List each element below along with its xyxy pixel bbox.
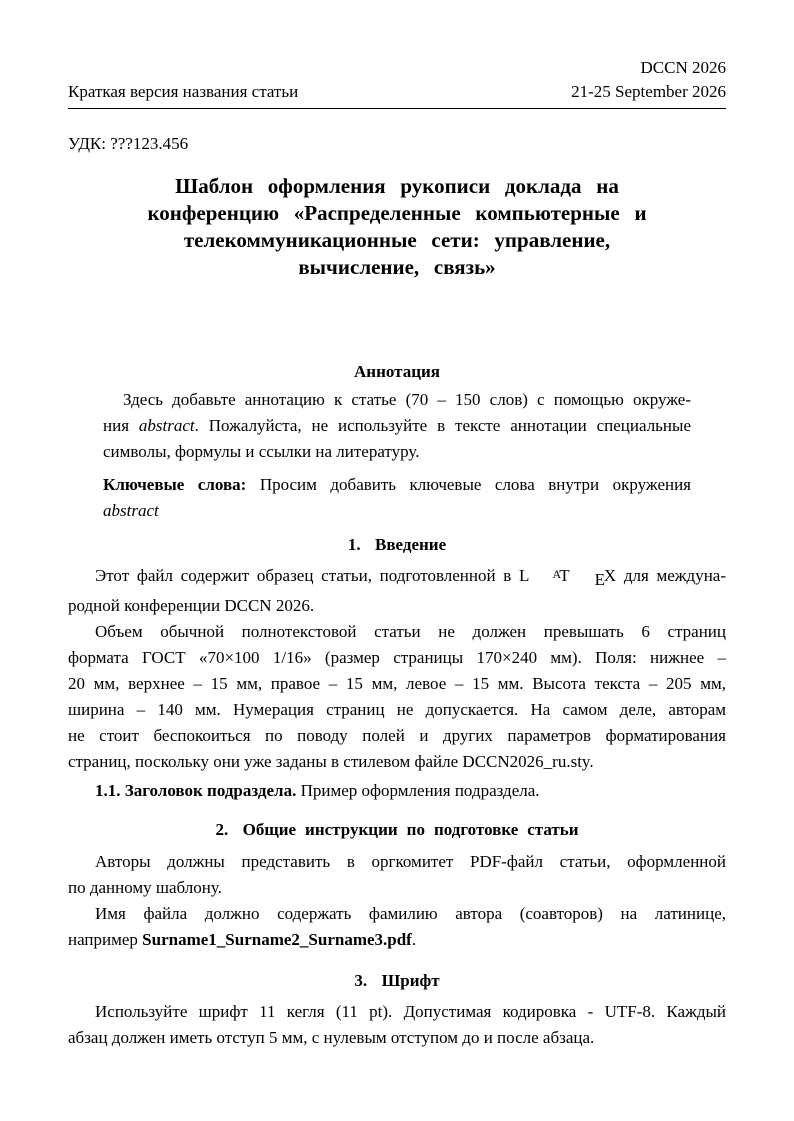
paragraph xyxy=(68,619,726,775)
section-number: 2. xyxy=(215,820,229,839)
title-line: вычисление, связь» xyxy=(298,255,496,279)
section-title: Введение xyxy=(375,535,447,554)
keywords-label: Ключевые слова: xyxy=(103,475,247,494)
abstract-section xyxy=(103,359,691,524)
body-line: формата ГОСТ «70×100 1/16» (размер страницы 170×240 мм). Поля: нижнее – xyxy=(68,648,726,667)
section-2-heading xyxy=(68,817,726,843)
abstract-env-name: abstract xyxy=(138,416,195,435)
body-line: 20 мм, верхнее – 15 мм, правое – 15 мм, левое – 15 мм. Высота текста – 205 мм, xyxy=(68,674,726,693)
keywords-line: Ключевые слова: Просим добавить ключевые слова внутри окружения xyxy=(103,475,691,494)
section-title: Шрифт xyxy=(381,971,440,990)
paper-title xyxy=(68,173,726,281)
header-short-title: Краткая версия названия статьи xyxy=(68,82,299,101)
section-number: 3. xyxy=(354,971,368,990)
body-line: Авторы должны представить в оргкомитет PDF-файл статьи, оформленной xyxy=(95,852,726,871)
section-number: 1. xyxy=(347,535,361,554)
udc-code: УДК: ???123.456 xyxy=(68,134,189,153)
title-line: конференцию «Распределенные компьютерные и xyxy=(147,201,647,225)
body-line: абзац должен иметь отступ 5 мм, с нулевым отступом до и после абзаца. xyxy=(68,1028,595,1047)
abstract-env-name: abstract xyxy=(103,501,159,520)
header-dates: 21-25 September 2026 xyxy=(571,82,726,101)
section-title: Общие инструкции по подготовке статьи xyxy=(242,820,579,839)
body-line: Имя файла должно содержать фамилию автора (соавторов) на латинице, xyxy=(95,904,726,923)
body-line: страниц, поскольку они уже заданы в стилевом файле DCCN2026_ru.sty. xyxy=(68,752,594,771)
paragraph xyxy=(68,561,726,619)
body-line: например Surname1_Surname2_Surname3.pdf. xyxy=(68,930,417,949)
keywords-block xyxy=(103,472,691,524)
body-line: Этот файл содержит образец статьи, подготовленной в L AT EX для междуна- xyxy=(95,566,726,589)
abstract-line: Здесь добавьте аннотацию к статье (70 – 150 слов) с помощью окруже- xyxy=(123,390,691,409)
body-line: ширина – 140 мм. Нумерация страниц не допускается. На самом деле, авторам xyxy=(68,700,726,719)
paragraph xyxy=(68,849,726,901)
subsection-title: 1.1. Заголовок подраздела. xyxy=(95,781,297,800)
title-line: Шаблон оформления рукописи доклада на xyxy=(175,174,619,198)
header-rule-row xyxy=(68,80,726,109)
title-line: телекоммуникационные сети: управление, xyxy=(183,228,611,252)
header-conference-name: DCCN 2026 xyxy=(640,58,726,77)
body-line: по данному шаблону. xyxy=(68,878,222,897)
section-3-heading xyxy=(68,968,726,994)
section-1-heading xyxy=(68,532,726,558)
body-line: Объем обычной полнотекстовой статьи не должен превышать 6 страниц xyxy=(95,622,726,641)
keywords-line xyxy=(103,498,691,524)
body-line: родной конференции DCCN 2026. xyxy=(68,596,315,615)
body-line: не стоит беспокоиться по поводу полей и других параметров форматирования xyxy=(68,726,726,745)
paragraph xyxy=(68,901,726,953)
paragraph xyxy=(68,999,726,1051)
subsection-heading-line: 1.1. Заголовок подраздела. Пример оформления подраздела. xyxy=(95,781,540,800)
body-line: Используйте шрифт 11 кегля (11 pt). Допустимая кодировка - UTF-8. Каждый xyxy=(95,1002,726,1021)
example-filename: Surname1_Surname2_Surname3.pdf xyxy=(142,930,412,949)
abstract-line: ния abstract. Пожалуйста, не используйте в тексте аннотации специальные xyxy=(103,416,691,435)
latex-logo: L AT EX xyxy=(519,566,617,589)
abstract-line: символы, формулы и ссылки на литературу. xyxy=(103,442,420,461)
running-header xyxy=(68,0,726,109)
abstract-heading: Аннотация xyxy=(354,362,440,381)
